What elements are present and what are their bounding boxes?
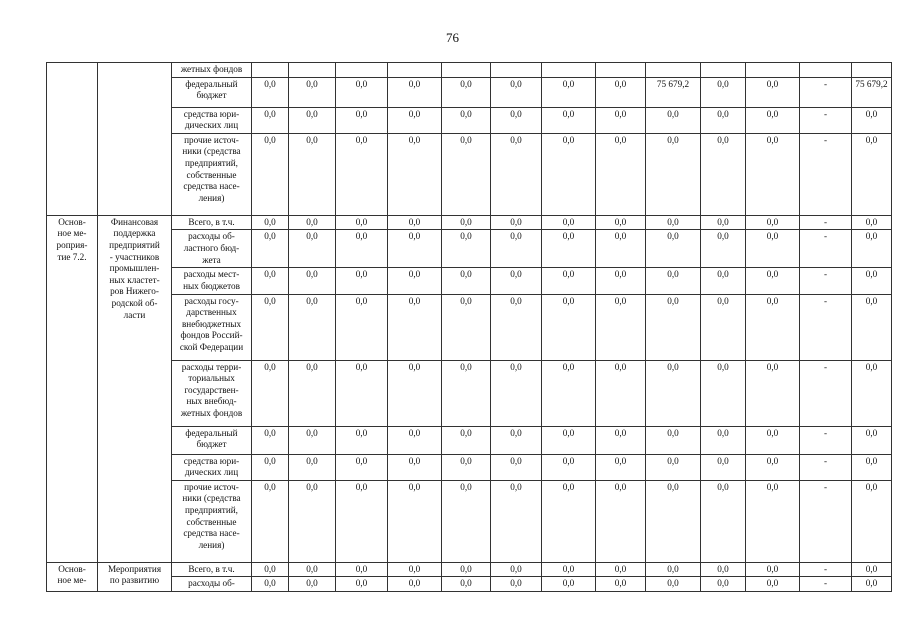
value-cell: 0,0 (701, 577, 746, 592)
status-cell-line: ное ме- (57, 228, 87, 239)
funding-source-cell-line: средства насе- (183, 181, 240, 192)
value-cell: 75 679,2 (646, 77, 701, 107)
funding-source-cell-line: ления) (198, 539, 225, 550)
value-cell: 0,0 (596, 426, 646, 454)
funding-source-cell-line: ской Федерации (179, 341, 244, 352)
value-cell: 0,0 (596, 230, 646, 268)
table-row (47, 268, 892, 294)
funding-source-cell (172, 426, 252, 454)
value-cell: 0,0 (491, 577, 542, 592)
value-cell: 0,0 (442, 107, 491, 133)
value-cell: 0,0 (542, 133, 596, 215)
funding-source-cell-line: ных бюджетов (183, 280, 240, 291)
funding-source-cell-line: прочие источ- (184, 134, 239, 145)
status-cell (47, 63, 98, 216)
value-cell: 0,0 (491, 294, 542, 360)
event-name-cell-line: ласти (123, 309, 146, 320)
event-name-cell-line: ных кластет- (109, 274, 160, 285)
value-cell: - (800, 133, 852, 215)
value-cell: 0,0 (289, 133, 336, 215)
table-row (47, 230, 892, 268)
funding-source-cell (172, 63, 252, 78)
value-cell: 0,0 (336, 77, 388, 107)
value-cell: - (800, 562, 852, 577)
event-name-cell-line: промышлен- (109, 263, 160, 274)
value-cell: 0,0 (289, 360, 336, 426)
value-cell: 0,0 (442, 454, 491, 480)
value-cell: 0,0 (746, 454, 800, 480)
value-cell: 0,0 (336, 215, 388, 230)
value-cell: 0,0 (852, 133, 892, 215)
value-cell: 0,0 (701, 454, 746, 480)
value-cell: 0,0 (336, 294, 388, 360)
value-cell: 0,0 (852, 215, 892, 230)
event-name-cell-line: родской об- (111, 297, 158, 308)
value-cell: 0,0 (491, 454, 542, 480)
status-cell (47, 562, 98, 591)
value-cell: - (800, 107, 852, 133)
value-cell: - (800, 480, 852, 562)
value-cell: 0,0 (442, 230, 491, 268)
value-cell: 0,0 (542, 360, 596, 426)
value-cell: 0,0 (542, 107, 596, 133)
value-cell: 0,0 (852, 294, 892, 360)
value-cell: 0,0 (336, 480, 388, 562)
funding-source-cell-line: собственные (186, 169, 237, 180)
value-cell: 0,0 (442, 577, 491, 592)
value-cell (388, 63, 442, 78)
table-row (47, 360, 892, 426)
value-cell: 0,0 (596, 360, 646, 426)
value-cell: 0,0 (336, 562, 388, 577)
value-cell: 0,0 (852, 268, 892, 294)
event-name-cell (98, 215, 172, 562)
value-cell: 0,0 (491, 360, 542, 426)
value-cell: 0,0 (542, 77, 596, 107)
value-cell: 0,0 (646, 133, 701, 215)
value-cell: - (800, 215, 852, 230)
status-cell-line: ное ме- (57, 575, 87, 586)
value-cell: 0,0 (852, 454, 892, 480)
value-cell: 0,0 (646, 577, 701, 592)
funding-source-cell-line: дических лиц (184, 467, 239, 478)
value-cell: 0,0 (336, 454, 388, 480)
funding-source-cell-line: ления) (198, 192, 225, 203)
value-cell: 0,0 (442, 360, 491, 426)
funding-source-cell-line: расходы терри- (181, 361, 242, 372)
value-cell: 0,0 (252, 454, 289, 480)
value-cell: 0,0 (289, 268, 336, 294)
value-cell: 0,0 (252, 230, 289, 268)
event-name-cell-line: Финансовая (110, 216, 159, 227)
funding-source-cell-line: предприятий, (185, 157, 238, 168)
value-cell: 0,0 (289, 426, 336, 454)
event-name-cell (98, 562, 172, 591)
value-cell: 0,0 (388, 426, 442, 454)
value-cell: 0,0 (746, 77, 800, 107)
value-cell: 75 679,2 (852, 77, 892, 107)
status-cell-line: Основ- (58, 216, 86, 227)
value-cell: 0,0 (491, 215, 542, 230)
funding-source-cell-line: ных внебюд- (186, 396, 237, 407)
funding-source-cell (172, 230, 252, 268)
page-number: 76 (446, 30, 459, 45)
value-cell (252, 63, 289, 78)
value-cell (289, 63, 336, 78)
value-cell: 0,0 (388, 215, 442, 230)
value-cell: 0,0 (442, 562, 491, 577)
funding-source-cell-line: Всего, в т.ч. (188, 216, 235, 227)
value-cell: 0,0 (289, 454, 336, 480)
value-cell: 0,0 (289, 107, 336, 133)
funding-source-cell-line: предприятий, (185, 504, 238, 515)
value-cell: 0,0 (289, 230, 336, 268)
value-cell (646, 63, 701, 78)
funding-source-cell (172, 268, 252, 294)
funding-source-cell-line: прочие источ- (184, 481, 239, 492)
value-cell: 0,0 (442, 426, 491, 454)
value-cell: 0,0 (491, 77, 542, 107)
table-row (47, 480, 892, 562)
event-name-cell-line: предприятий (109, 239, 160, 250)
value-cell (542, 63, 596, 78)
value-cell: 0,0 (252, 77, 289, 107)
value-cell: 0,0 (701, 480, 746, 562)
value-cell: 0,0 (336, 360, 388, 426)
value-cell: 0,0 (852, 360, 892, 426)
value-cell: 0,0 (701, 268, 746, 294)
funding-source-cell-line: бюджет (196, 439, 227, 450)
funding-source-cell (172, 454, 252, 480)
value-cell: 0,0 (646, 294, 701, 360)
table-row (47, 294, 892, 360)
event-name-cell-line: по развитию (109, 575, 160, 586)
table-row (47, 63, 892, 78)
value-cell: 0,0 (542, 577, 596, 592)
value-cell: 0,0 (646, 480, 701, 562)
funding-source-cell (172, 577, 252, 592)
value-cell: - (800, 77, 852, 107)
value-cell: 0,0 (852, 230, 892, 268)
value-cell: 0,0 (596, 562, 646, 577)
value-cell: 0,0 (388, 454, 442, 480)
funding-source-cell-line: средства юри- (183, 108, 240, 119)
value-cell: - (800, 230, 852, 268)
funding-source-cell-line: средства насе- (183, 528, 240, 539)
value-cell: 0,0 (852, 480, 892, 562)
funding-source-cell-line: расходы об- (188, 578, 235, 589)
funding-source-cell-line: ториальных (188, 373, 235, 384)
table-row (47, 577, 892, 592)
table-row (47, 107, 892, 133)
value-cell: 0,0 (746, 360, 800, 426)
funding-source-cell-line: ники (средства (182, 146, 241, 157)
value-cell: 0,0 (252, 294, 289, 360)
value-cell: 0,0 (746, 107, 800, 133)
value-cell: 0,0 (336, 107, 388, 133)
value-cell: 0,0 (701, 230, 746, 268)
value-cell: 0,0 (746, 426, 800, 454)
funding-source-cell (172, 360, 252, 426)
value-cell: 0,0 (646, 107, 701, 133)
value-cell: 0,0 (252, 562, 289, 577)
table-row (47, 77, 892, 107)
value-cell: 0,0 (646, 360, 701, 426)
funding-source-cell-line: жетных фондов (180, 407, 243, 418)
value-cell: 0,0 (852, 577, 892, 592)
value-cell: 0,0 (252, 360, 289, 426)
value-cell: 0,0 (746, 480, 800, 562)
value-cell: 0,0 (646, 454, 701, 480)
value-cell: 0,0 (252, 426, 289, 454)
value-cell: - (800, 268, 852, 294)
value-cell: 0,0 (289, 577, 336, 592)
value-cell: 0,0 (542, 215, 596, 230)
value-cell: 0,0 (491, 426, 542, 454)
value-cell: 0,0 (388, 77, 442, 107)
funding-source-cell (172, 215, 252, 230)
value-cell: - (800, 454, 852, 480)
event-name-cell-line: - участников (109, 251, 160, 262)
value-cell: 0,0 (646, 230, 701, 268)
budget-table (46, 62, 892, 592)
funding-source-cell-line: государствен- (184, 384, 239, 395)
funding-source-cell (172, 107, 252, 133)
value-cell: 0,0 (852, 107, 892, 133)
value-cell: 0,0 (542, 480, 596, 562)
value-cell: 0,0 (542, 562, 596, 577)
value-cell: 0,0 (746, 215, 800, 230)
value-cell (746, 63, 800, 78)
value-cell: 0,0 (388, 562, 442, 577)
value-cell: 0,0 (442, 480, 491, 562)
value-cell: 0,0 (442, 77, 491, 107)
value-cell (800, 63, 852, 78)
funding-source-cell (172, 77, 252, 107)
table-row (47, 454, 892, 480)
value-cell: 0,0 (701, 133, 746, 215)
value-cell: 0,0 (289, 480, 336, 562)
value-cell: - (800, 360, 852, 426)
value-cell: 0,0 (252, 107, 289, 133)
event-name-cell (98, 63, 172, 216)
table-row (47, 215, 892, 230)
value-cell: 0,0 (336, 133, 388, 215)
value-cell: 0,0 (646, 562, 701, 577)
funding-source-cell-line: Всего, в т.ч. (188, 563, 235, 574)
value-cell: 0,0 (746, 230, 800, 268)
value-cell: 0,0 (542, 454, 596, 480)
value-cell: 0,0 (596, 577, 646, 592)
value-cell: 0,0 (701, 77, 746, 107)
funding-source-cell-line: собственные (186, 516, 237, 527)
value-cell: 0,0 (388, 107, 442, 133)
value-cell: 0,0 (852, 426, 892, 454)
funding-source-cell-line: федеральный (185, 427, 238, 438)
value-cell: 0,0 (252, 480, 289, 562)
funding-source-cell-line: дических лиц (184, 120, 239, 131)
status-cell (47, 215, 98, 562)
value-cell: 0,0 (442, 268, 491, 294)
funding-source-cell-line: внебюджетных (181, 318, 242, 329)
value-cell: 0,0 (701, 294, 746, 360)
funding-source-cell-line: ники (средства (182, 493, 241, 504)
value-cell: 0,0 (491, 133, 542, 215)
funding-source-cell-line: федеральный (185, 78, 238, 89)
value-cell: 0,0 (746, 268, 800, 294)
value-cell: 0,0 (252, 133, 289, 215)
value-cell (852, 63, 892, 78)
value-cell: 0,0 (336, 230, 388, 268)
value-cell: 0,0 (388, 480, 442, 562)
value-cell: 0,0 (542, 426, 596, 454)
value-cell: 0,0 (388, 294, 442, 360)
value-cell: 0,0 (289, 77, 336, 107)
value-cell: 0,0 (542, 294, 596, 360)
funding-source-cell-line: жетных фондов (180, 64, 243, 74)
value-cell: 0,0 (701, 426, 746, 454)
value-cell: 0,0 (442, 294, 491, 360)
value-cell: 0,0 (388, 360, 442, 426)
event-name-cell-line: Мероприятия (107, 563, 162, 574)
value-cell: 0,0 (646, 215, 701, 230)
funding-source-cell-line: ластного бюд- (183, 242, 240, 253)
table-row (47, 133, 892, 215)
value-cell: 0,0 (596, 454, 646, 480)
value-cell (442, 63, 491, 78)
value-cell: - (800, 577, 852, 592)
funding-source-cell (172, 562, 252, 577)
value-cell: 0,0 (596, 107, 646, 133)
value-cell: 0,0 (491, 268, 542, 294)
value-cell: 0,0 (252, 215, 289, 230)
status-cell-line: Основ- (58, 563, 86, 574)
value-cell: 0,0 (289, 294, 336, 360)
value-cell (336, 63, 388, 78)
funding-source-cell-line: расходы мест- (183, 269, 240, 280)
value-cell: 0,0 (252, 268, 289, 294)
value-cell: 0,0 (336, 268, 388, 294)
value-cell: 0,0 (701, 562, 746, 577)
value-cell: 0,0 (596, 133, 646, 215)
funding-source-cell-line: жета (202, 254, 221, 265)
value-cell: 0,0 (442, 215, 491, 230)
value-cell: 0,0 (252, 577, 289, 592)
value-cell: 0,0 (336, 577, 388, 592)
value-cell: 0,0 (646, 268, 701, 294)
funding-source-cell-line: расходы госу- (184, 295, 239, 306)
value-cell: 0,0 (746, 133, 800, 215)
funding-source-cell (172, 294, 252, 360)
value-cell: 0,0 (542, 268, 596, 294)
value-cell: - (800, 294, 852, 360)
value-cell: 0,0 (388, 230, 442, 268)
funding-source-cell (172, 133, 252, 215)
value-cell: 0,0 (596, 294, 646, 360)
funding-source-cell-line: бюджет (196, 90, 227, 101)
value-cell: 0,0 (289, 562, 336, 577)
value-cell (491, 63, 542, 78)
table-row (47, 562, 892, 577)
value-cell: 0,0 (388, 268, 442, 294)
value-cell: 0,0 (491, 480, 542, 562)
value-cell: 0,0 (596, 268, 646, 294)
funding-source-cell-line: расходы об- (188, 231, 235, 242)
value-cell: 0,0 (746, 294, 800, 360)
funding-source-cell-line: фондов Россий- (180, 330, 243, 341)
value-cell (701, 63, 746, 78)
table-row (47, 426, 892, 454)
value-cell: 0,0 (491, 107, 542, 133)
value-cell: 0,0 (746, 577, 800, 592)
value-cell: 0,0 (596, 480, 646, 562)
value-cell: 0,0 (491, 230, 542, 268)
value-cell: 0,0 (336, 426, 388, 454)
value-cell: - (800, 426, 852, 454)
value-cell: 0,0 (388, 577, 442, 592)
value-cell: 0,0 (596, 77, 646, 107)
value-cell: 0,0 (646, 426, 701, 454)
event-name-cell-line: поддержка (113, 228, 156, 239)
value-cell: 0,0 (701, 215, 746, 230)
status-cell-line: тие 7.2. (57, 251, 87, 262)
value-cell: 0,0 (542, 230, 596, 268)
value-cell: 0,0 (596, 215, 646, 230)
value-cell: 0,0 (701, 107, 746, 133)
funding-source-cell-line: дарственных (186, 307, 237, 318)
value-cell: 0,0 (701, 360, 746, 426)
funding-source-cell-line: средства юри- (183, 455, 240, 466)
value-cell (596, 63, 646, 78)
value-cell: 0,0 (442, 133, 491, 215)
value-cell: 0,0 (388, 133, 442, 215)
value-cell: 0,0 (746, 562, 800, 577)
status-cell-line: роприя- (56, 239, 88, 250)
funding-source-cell (172, 480, 252, 562)
value-cell: 0,0 (289, 215, 336, 230)
value-cell: 0,0 (852, 562, 892, 577)
event-name-cell-line: ров Нижего- (110, 286, 159, 297)
value-cell: 0,0 (491, 562, 542, 577)
